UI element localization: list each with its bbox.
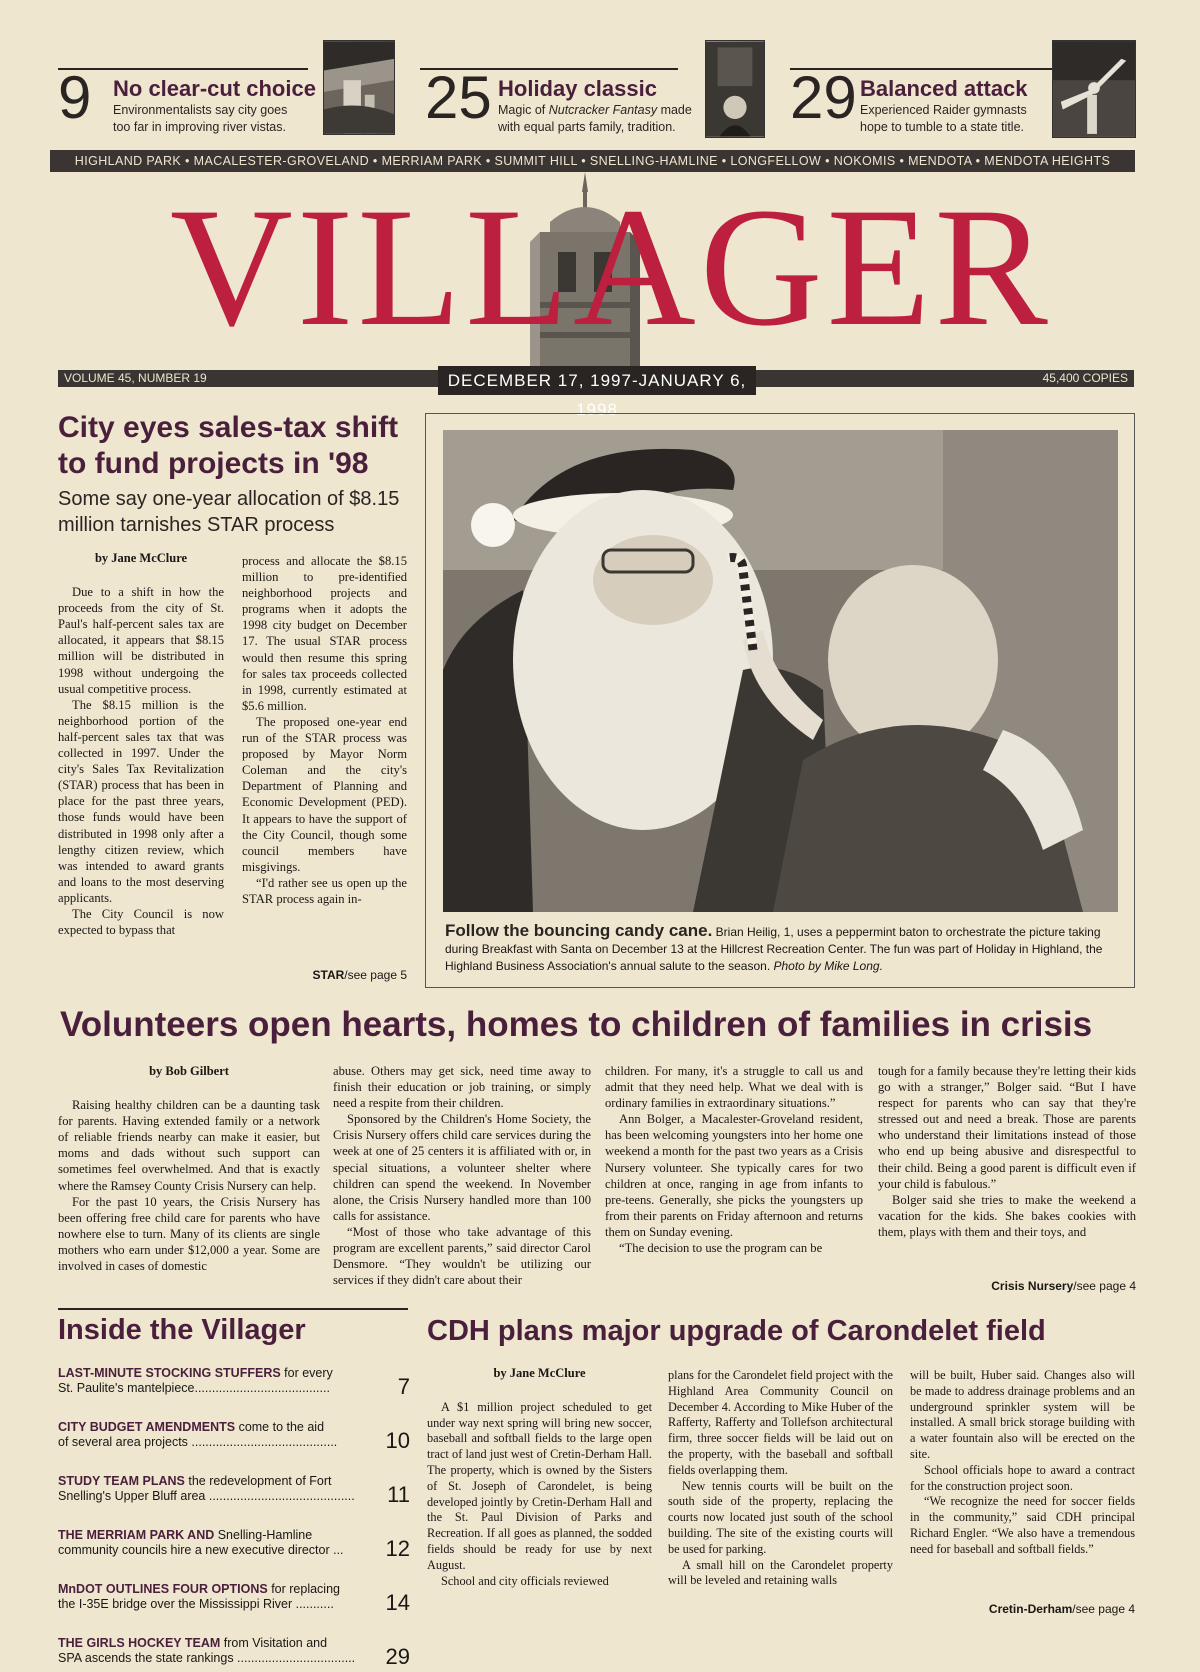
cdh-column-1: by Jane McClure A $1 million project scheduled to get under way next spring will bring new soccer, baseball and softball fields to the large open tract of land just west of Cretin-Derham Hall. The property, which is owned by the Sisters of St. Joseph of Carondelet, is being developed jointly by Cretin-Derham Hall and the St. Paul Division of Parks and Recreation. If all goes as planned, the sodded fields should be ready for use by next August. School and city officials reviewed	[427, 1366, 652, 1588]
volunteers-column-3: children. For many, it's a struggle to call us and admit that they need help. What we deal with is ordinary families in extraordinary situations.” Ann Bolger, a Macalester-Groveland resident, has been welcoming youngsters into her home one weekend a month for the past two years as a Crisis Nursery volunteer. She typically cares for two children at once, ranging in age from infants to pre-teens. Generally, she picks the youngsters up from their parents on Friday afternoon and returns them on Sunday evening. “The decision to use the program can be	[605, 1064, 863, 1256]
teaser-title: No clear-cut choice	[113, 76, 316, 101]
photo-caption: Follow the bouncing candy cane. Brian Heilig, 1, uses a peppermint baton to orchestrate the picture taking during Breakfast with Santa on December 13 at the Hillcrest Recreation Center. The fun was part of Holiday in Highland, the Highland Business Association's annual salute to the season. Photo by Mike Long.	[445, 921, 1103, 973]
teaser-summary: Environmentalists say city goes too far in improving river vistas.	[113, 103, 288, 134]
inside-page-number: 29	[385, 1644, 410, 1669]
volunteers-column-2: abuse. Others may get sick, need time away to finish their education or job training, or simply need a respite from their children. Sponsored by the Children's Home Society, the Crisis Nursery offers child care services during the week at one of 25 centers it is affiliated with or, in special situations, a volunteer shelter where children can spend the weekend. In November alone, the Crisis Nursery handled more than 100 calls for assistance. “Most of those who take advantage of this program are excellent parents,” said director Carol Densmore. “They wouldn't be utilizing our services if they didn't care about their	[333, 1064, 591, 1288]
cdh-column-3: will be built, Huber said. Changes also will be made to address drainage problems and an underground sprinkler system will be installed. A small brick storage building with a water fountain also will be erected on the site. School officials hope to award a contract for the construction project soon. “We recognize the need for soccer fields in the community,” said CDH principal Richard Engler. “We also have a tremendous need for baseball and softball fields.”	[910, 1368, 1135, 1556]
teaser-rule	[58, 68, 308, 70]
inside-page-number: 10	[385, 1428, 410, 1453]
neighborhood-bar: HIGHLAND PARK • MACALESTER-GROVELAND • MERRIAM PARK • SUMMIT HILL • SNELLING-HAMLINE • LONGFELLOW • NOKOMIS • MENDOTA • MENDOTA HEIGHTS	[50, 150, 1135, 172]
teaser-summary: Experienced Raider gymnasts hope to tumble to a state title.	[860, 103, 1027, 134]
volunteers-headline[interactable]: Volunteers open hearts, homes to children of families in crisis	[60, 1005, 1093, 1044]
inside-item[interactable]: STUDY TEAM PLANS the redevelopment of Fort Snelling's Upper Bluff area .......................................... 11	[58, 1474, 410, 1507]
inside-item[interactable]: THE GIRLS HOCKEY TEAM from Visitation and SPA ascends the state rankings .................................. 29	[58, 1636, 410, 1669]
lead-headline[interactable]: City eyes sales-tax shift to fund projects in '98	[58, 411, 399, 480]
inside-page-number: 12	[385, 1536, 410, 1561]
teaser-title: Balanced attack	[860, 76, 1028, 101]
copies-count: 45,400 COPIES	[1042, 371, 1128, 385]
inside-item[interactable]: MnDOT OUTLINES FOUR OPTIONS for replacing the I-35E bridge over the Mississippi River ........... 14	[58, 1582, 410, 1615]
inside-page-number: 7	[397, 1374, 410, 1399]
inside-rule	[58, 1308, 408, 1310]
inside-item[interactable]: THE MERRIAM PARK AND Snelling-Hamline community councils hire a new executive director ... 12	[58, 1528, 410, 1561]
cdh-jump-link[interactable]: Cretin-Derham/see page 4	[988, 1602, 1135, 1616]
copies-bar	[756, 370, 1134, 387]
inside-item[interactable]: LAST-MINUTE STOCKING STUFFERS for every St. Paulite's mantelpiece....................................... 7	[58, 1366, 410, 1399]
lead-jump-link[interactable]: STAR/see page 5	[312, 968, 407, 982]
caption-headline: Follow the bouncing candy cane.	[445, 921, 713, 940]
volunteers-byline: by Bob Gilbert	[149, 1064, 229, 1078]
teaser-page-29[interactable]	[790, 40, 1140, 140]
photo-credit: Photo by Mike Long.	[773, 959, 883, 973]
inside-item[interactable]: CITY BUDGET AMENDMENTS come to the aid of several area projects .......................................... 10	[58, 1420, 410, 1453]
teaser-page-25[interactable]	[420, 40, 750, 140]
issue-date: DECEMBER 17, 1997-JANUARY 6, 1998	[438, 366, 756, 395]
teaser-page-number: 29	[790, 64, 857, 131]
lead-deck: Some say one-year allocation of $8.15 million tarnishes STAR process	[58, 488, 400, 536]
cdh-column-2: plans for the Carondelet field project with the Highland Area Community Council on December 4. According to Mike Huber of the Rafferty, Rafferty and Tollefson architectural firm, three soccer fields will be laid out on the property, with the baseball and softball fields overlapping them. New tennis courts will be built on the south side of the property, replacing the courts now located just south of the school building. The site of the existing courts will be used for parking. A small hill on the Carondelet property will be leveled and retaining walls	[668, 1368, 893, 1588]
volume-number: VOLUME 45, NUMBER 19	[64, 371, 207, 385]
teaser-page-9[interactable]	[58, 40, 398, 140]
teaser-page-number: 9	[58, 64, 92, 131]
lead-byline: by Jane McClure	[94, 551, 188, 565]
santa-photo	[443, 430, 1118, 912]
inside-page-number: 14	[385, 1590, 410, 1615]
inside-page-number: 11	[387, 1482, 410, 1507]
lead-column-2: process and allocate the $8.15 million to pre-identified neighborhood projects and programs when it adopts the 1998 city budget on December 17. The usual STAR process would then resume this spring for sales tax proceeds collected in 1998, currently estimated at $5.6 million. The proposed one-year end run of the STAR process was proposed by Mayor Norm Coleman and the city's Department of Planning and Economic Development (PED). It appears to have the support of the City Council, though some council members have misgivings. “I'd rather see us open up the STAR process again in-	[242, 554, 407, 906]
teaser-title: Holiday classic	[498, 76, 657, 101]
teaser-photo-river	[323, 40, 395, 135]
teaser-summary: Magic of Nutcracker Fantasy made with equal parts family, tradition.	[498, 103, 692, 134]
volunteers-column-4: tough for a family because they're letting their kids go with a stranger,” Bolger said. “But I have respect for parents who can say that they're stressed out and need a break. Those are parents who understand their limitations instead of those who end up being abusive and disrespectful to their child. Being a good parent is difficult even if your child is fabulous.” Bolger said she tries to make the weekend a vacation for the kids. She bakes cookies with them, plays with them and their toys, and	[878, 1064, 1136, 1239]
inside-title: Inside the Villager	[58, 1314, 306, 1346]
volunteers-column-1: by Bob Gilbert Raising healthy children can be a daunting task for parents. Having extended family or a network of reliable friends nearby can make it easier, but moms and dads without such support can sometimes feel overwhelmed. And that is exactly where the Ramsey County Crisis Nursery can help. For the past 10 years, the Crisis Nursery has been offering free child care for parents who have nowhere else to turn. Many of its clients are single mothers who earn under $12,000 a year. Some are involved in cases of domestic	[58, 1064, 320, 1274]
teaser-page-number: 25	[425, 64, 492, 131]
teaser-photo-gymnast	[1052, 40, 1136, 138]
teaser-photo-nutcracker	[705, 40, 765, 138]
volunteers-jump-link[interactable]: Crisis Nursery/see page 4	[991, 1279, 1136, 1293]
cdh-byline: by Jane McClure	[493, 1366, 586, 1380]
cdh-headline[interactable]: CDH plans major upgrade of Carondelet field	[427, 1315, 1046, 1347]
masthead-title: VILLAGER	[170, 173, 1052, 361]
volume-bar	[58, 370, 438, 387]
lead-column-1: by Jane McClure Due to a shift in how the proceeds from the city of St. Paul's half-percent sales tax are allocated, it appears that $8.15 million will be distributed in 1998 without undergoing the usual competitive process. The $8.15 million is the neighborhood portion of the half-percent sales tax that was collected in 1997. Under the city's Sales Tax Revitalization (STAR) process that has been in place for the past three years, those funds would have been distributed in 1998 only after a lengthy citizen review, which was intended to award grants and loans to the most deserving applicants. The City Council is now expected to bypass that	[58, 551, 224, 938]
